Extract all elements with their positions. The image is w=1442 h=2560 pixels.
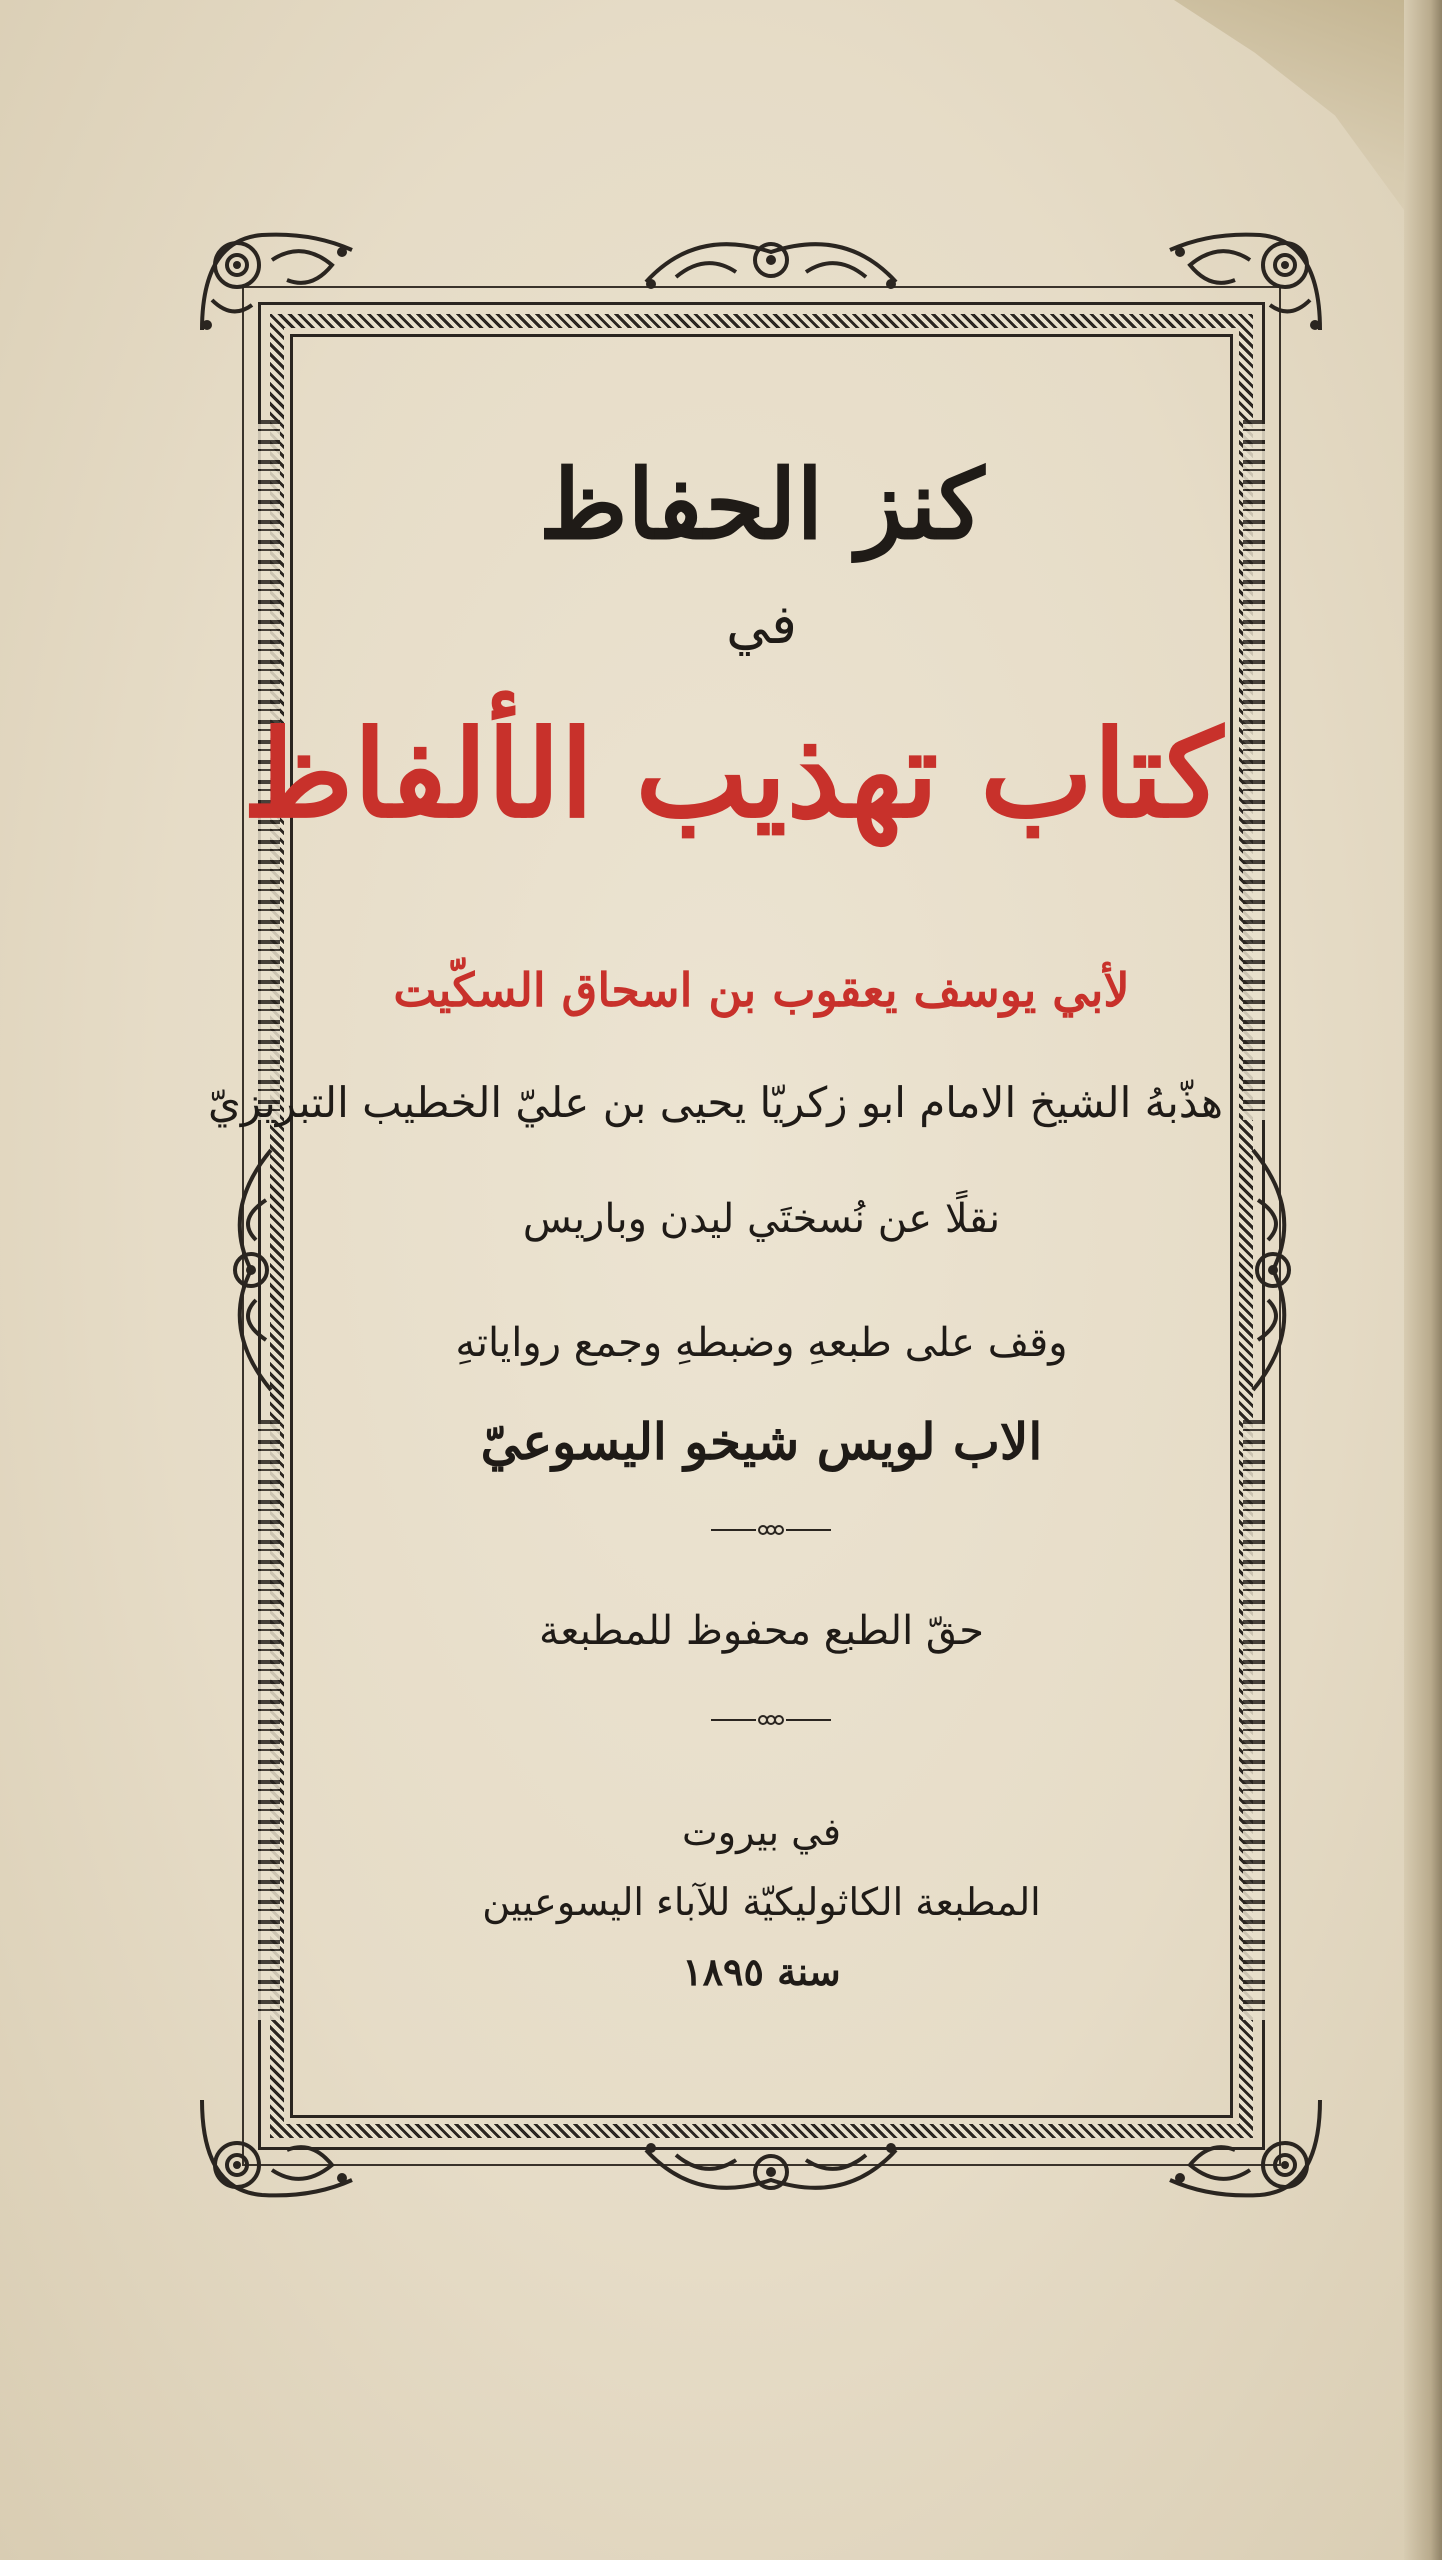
main-title: كتاب تهذيب الألفاظ: [242, 704, 1223, 845]
corner-ornament-bottom-right: [1160, 2090, 1330, 2210]
rights-line: حقّ الطبع محفوظ للمطبعة: [538, 1608, 985, 1654]
page-edge: [1404, 0, 1442, 2560]
corner-ornament-top-left: [192, 220, 362, 340]
editor-name: الاب لويس شيخو اليسوعيّ: [480, 1412, 1043, 1471]
left-ornament-band-lower: [258, 1420, 280, 2020]
corner-ornament-bottom-left: [192, 2090, 362, 2210]
source-line: نقلًا عن نُسختَي ليدن وباريس: [522, 1196, 1001, 1242]
place-line: في بيروت: [681, 1810, 842, 1854]
divider-ornament: [711, 1522, 831, 1536]
press-line: المطبعة الكاثوليكيّة للآباء اليسوعيين: [482, 1880, 1041, 1924]
left-middle-ornament: [216, 1140, 286, 1400]
bottom-center-ornament: [636, 2130, 906, 2210]
corner-ornament-top-right: [1160, 220, 1330, 340]
divider-ornament-lower: [711, 1712, 831, 1726]
connector-word: في: [726, 593, 797, 656]
right-ornament-band-lower: [1243, 1420, 1265, 2020]
right-ornament-band: [1243, 420, 1265, 1120]
right-middle-ornament: [1238, 1140, 1308, 1400]
editor-line: هذّبهُ الشيخ الامام ابو زكريّا يحيى بن عليّ الخطيب التبريزيّ: [208, 1078, 1223, 1127]
year-line: سنة ١٨٩٥: [682, 1949, 841, 1994]
title-top: كنز الحفاظ: [538, 448, 985, 561]
torn-corner: [1174, 0, 1404, 210]
author-line: لأبي يوسف يعقوب بن اسحاق السكّيت: [393, 963, 1130, 1017]
edit-line: وقف على طبعهِ وضبطهِ وجمع رواياتهِ: [455, 1320, 1068, 1366]
top-center-ornament: [636, 222, 906, 302]
